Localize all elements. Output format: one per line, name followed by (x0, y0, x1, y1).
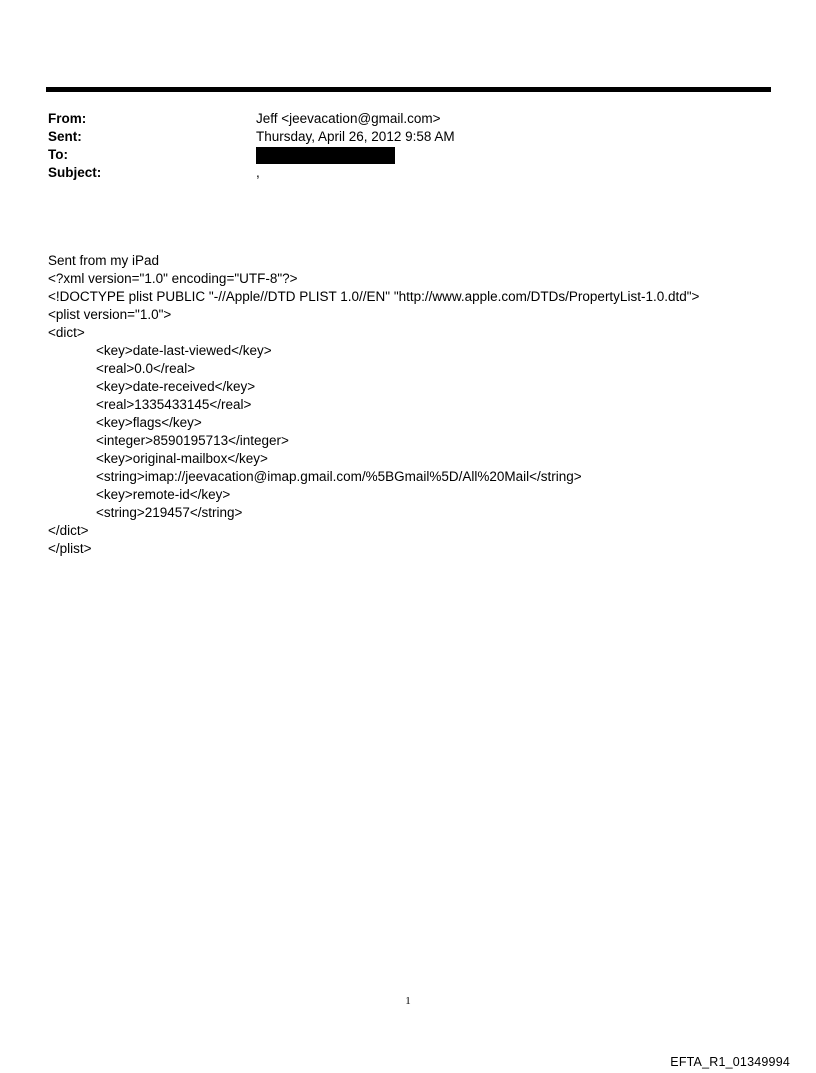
to-label: To: (48, 147, 68, 162)
body-line: </dict> (48, 523, 89, 538)
body-line: <key>date-last-viewed</key> (96, 343, 272, 358)
body-line: <dict> (48, 325, 85, 340)
body-line: <plist version="1.0"> (48, 307, 172, 322)
sent-label: Sent: (48, 129, 82, 144)
body-line: <real>1335433145</real> (96, 397, 252, 412)
header-row-sent (48, 128, 748, 146)
to-value (256, 146, 395, 164)
top-rule (46, 87, 771, 92)
body-line: <integer>8590195713</integer> (96, 433, 289, 448)
email-header (48, 110, 748, 182)
body-line: <?xml version="1.0" encoding="UTF-8"?> (48, 271, 298, 286)
body-line: Sent from my iPad (48, 253, 160, 268)
header-row-subject (48, 164, 748, 182)
document-id: EFTA_R1_01349994 (670, 1055, 790, 1069)
body-line: <key>date-received</key> (96, 379, 256, 394)
email-body (48, 252, 788, 558)
body-line: <real>0.0</real> (96, 361, 196, 376)
body-line: <key>flags</key> (96, 415, 202, 430)
body-line: <key>remote-id</key> (96, 487, 231, 502)
header-row-to (48, 146, 748, 164)
subject-value: , (256, 165, 260, 180)
body-line: <string>219457</string> (96, 505, 243, 520)
sent-value: Thursday, April 26, 2012 9:58 AM (256, 129, 455, 144)
body-line: <key>original-mailbox</key> (96, 451, 268, 466)
redaction-box (256, 147, 395, 164)
page-number: 1 (405, 995, 411, 1007)
body-line: <!DOCTYPE plist PUBLIC "-//Apple//DTD PLIST 1.0//EN" "http://www.apple.com/DTDs/PropertyList-1.0.dtd"> (48, 289, 700, 304)
subject-label: Subject: (48, 165, 102, 180)
body-line: <string>imap://jeevacation@imap.gmail.com/%5BGmail%5D/All%20Mail</string> (96, 469, 582, 484)
body-line: </plist> (48, 541, 92, 556)
from-label: From: (48, 111, 87, 126)
header-row-from (48, 110, 748, 128)
from-value: Jeff <jeevacation@gmail.com> (256, 111, 441, 126)
